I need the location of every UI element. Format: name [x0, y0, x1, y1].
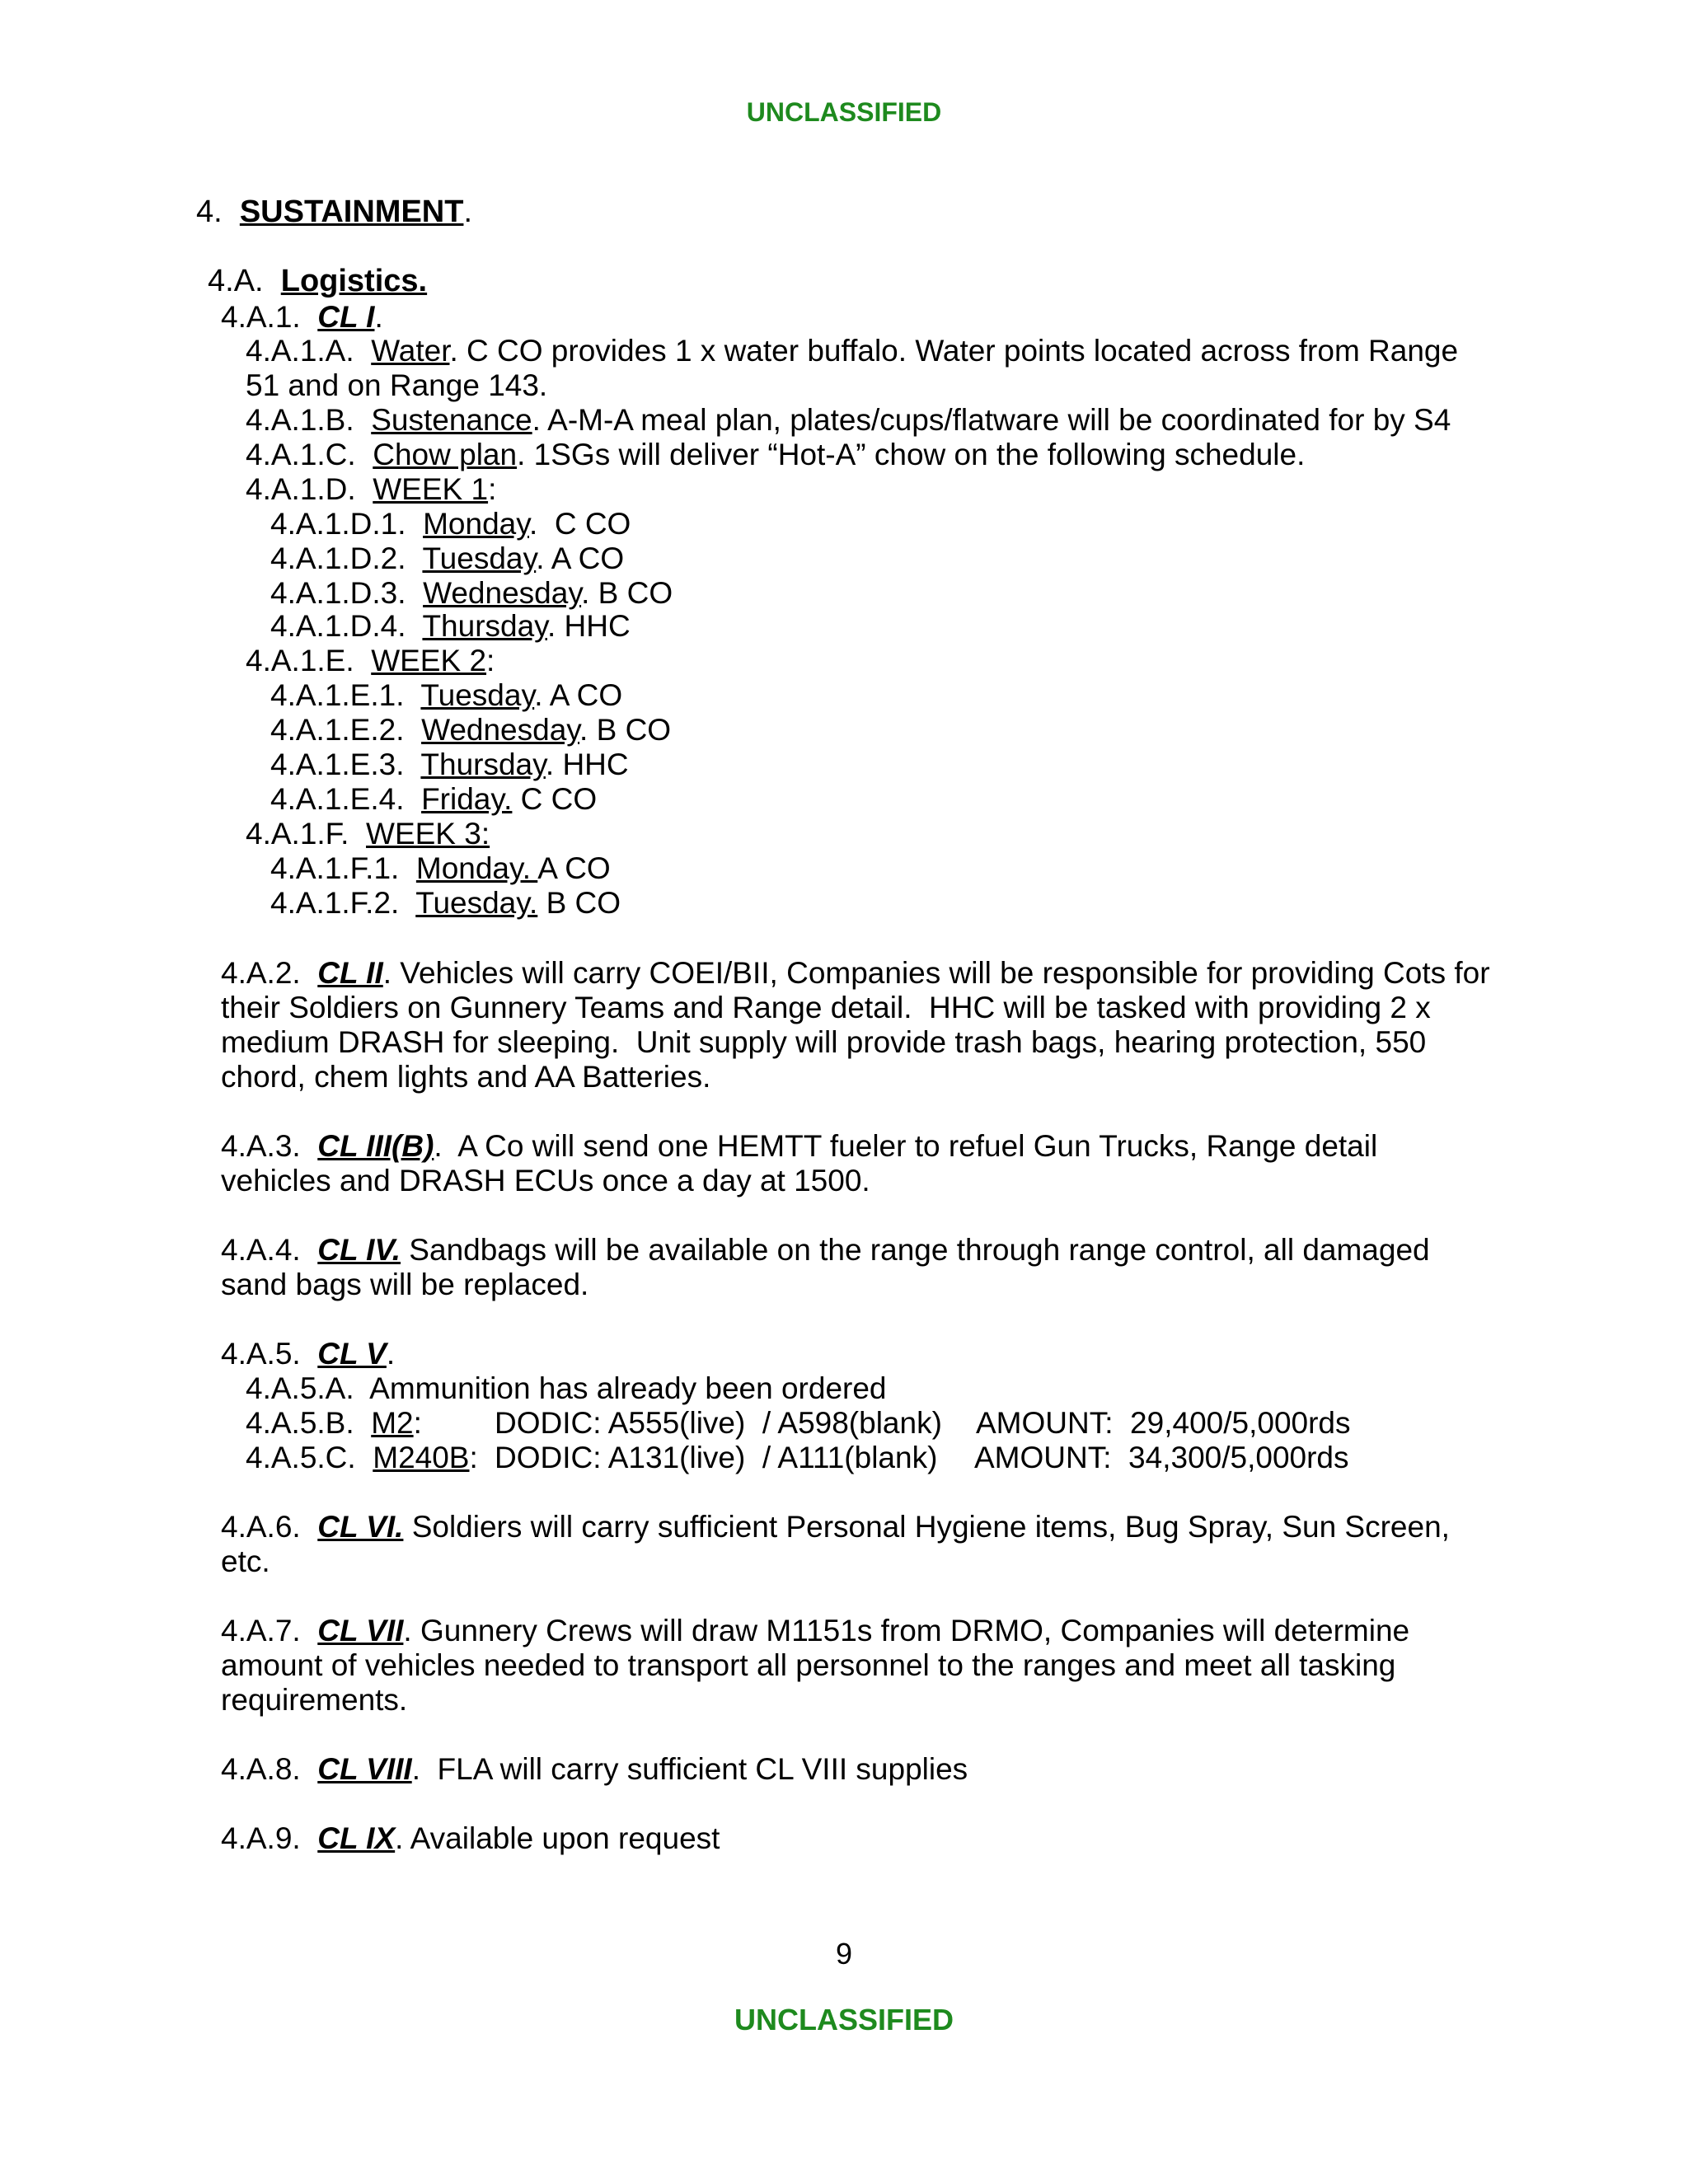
item-number: 4.A.1.D.3.: [270, 576, 406, 610]
water-paragraph: [246, 334, 1458, 368]
list-item: [270, 782, 597, 817]
water-number: 4.A.1.A.: [246, 334, 354, 368]
section-heading: [196, 194, 472, 229]
sustenance-number: 4.A.1.B.: [246, 403, 354, 437]
cl6-number: 4.A.6.: [221, 1510, 301, 1544]
chow-number: 4.A.1.C.: [246, 438, 356, 471]
week2-heading: [246, 644, 495, 678]
item-number: 4.A.1.D.2.: [270, 541, 406, 575]
section-title: SUSTAINMENT: [239, 194, 464, 229]
item-day: Friday.: [421, 782, 513, 816]
cl5-a-number: 4.A.5.A.: [246, 1371, 354, 1405]
cl5-c-dodic: DODIC: A131(live) / A111(blank): [495, 1441, 938, 1474]
chow-plan-paragraph: [246, 438, 1305, 472]
cl5-tail: .: [386, 1337, 396, 1371]
cl5-c-tail: :: [469, 1441, 478, 1474]
section-number: 4.: [196, 194, 223, 229]
sustenance-text: . A-M-A meal plan, plates/cups/flatware will be coordinated for by S4: [532, 403, 1451, 437]
cl3-title: CL III(B): [317, 1129, 434, 1163]
cl5-title: CL V: [317, 1337, 387, 1371]
cl2-title: CL II: [317, 956, 383, 990]
list-item: [270, 609, 631, 644]
cl6-title: CL VI.: [317, 1510, 404, 1544]
list-item: [270, 748, 629, 782]
cl3-text-line: vehicles and DRASH ECUs once a day at 1500.: [221, 1164, 870, 1197]
cl3-number: 4.A.3.: [221, 1129, 301, 1163]
cl3-text: . A Co will send one HEMTT fueler to refuel Gun Trucks, Range detail: [434, 1129, 1378, 1163]
cl4-paragraph: [221, 1233, 1430, 1268]
cl5-c-weapon: M240B: [373, 1441, 470, 1474]
cl8-number: 4.A.8.: [221, 1752, 301, 1786]
water-paragraph-cont: 51 and on Range 143.: [246, 368, 548, 402]
cl2-text-line: medium DRASH for sleeping. Unit supply will provide trash bags, hearing protection, 550: [221, 1025, 1427, 1059]
cl7-text-line: amount of vehicles needed to transport all personnel to the ranges and meet all tasking: [221, 1648, 1396, 1682]
item-day: Tuesday: [422, 541, 537, 575]
item-number: 4.A.1.D.1.: [270, 507, 406, 541]
cl1-tail: .: [374, 300, 383, 334]
list-item: [270, 886, 621, 921]
cl2-text-line: chord, chem lights and AA Batteries.: [221, 1060, 711, 1094]
week2-tail: :: [486, 644, 495, 677]
cl5-c-amount: AMOUNT: 34,300/5,000rds: [974, 1441, 1349, 1474]
sustenance-paragraph: [246, 403, 1451, 438]
item-unit: . C CO: [528, 507, 631, 541]
cl5-c-number: 4.A.5.C.: [246, 1441, 356, 1474]
cl6-text-line: etc.: [221, 1544, 270, 1578]
item-unit: . HHC: [545, 748, 629, 781]
cl5-b-tail: :: [413, 1406, 422, 1440]
item-unit: B CO: [537, 886, 621, 920]
cl5-item-c: [246, 1441, 478, 1475]
item-day: Monday: [423, 507, 529, 541]
week1-heading: [246, 472, 496, 507]
cl8-paragraph: [221, 1752, 968, 1787]
classification-marking-bottom: UNCLASSIFIED: [734, 2003, 954, 2036]
cl9-paragraph: [221, 1821, 720, 1856]
chow-label: Chow plan: [373, 438, 518, 471]
cl1-title: CL I: [317, 300, 375, 334]
cl8-title: CL VIII: [317, 1752, 412, 1786]
water-label: Water: [371, 334, 450, 368]
item-day: Thursday: [420, 748, 546, 781]
cl5-b-amount: AMOUNT: 29,400/5,000rds: [976, 1406, 1351, 1440]
item-day: Wednesday: [421, 713, 580, 747]
item-day: Wednesday: [423, 576, 582, 610]
cl5-item-a: [246, 1371, 887, 1406]
item-number: 4.A.1.E.2.: [270, 713, 405, 747]
cl8-text: . FLA will carry sufficient CL VIII supplies: [411, 1752, 968, 1786]
cl2-text: . Vehicles will carry COEI/BII, Companies will be responsible for providing Cots for: [382, 956, 1490, 990]
item-number: 4.A.1.F.1.: [270, 851, 400, 885]
item-day: Tuesday.: [415, 886, 538, 920]
cl4-text: Sandbags will be available on the range through range control, all damaged: [401, 1233, 1430, 1267]
cl3-paragraph: [221, 1129, 1377, 1164]
cl7-title: CL VII: [317, 1614, 404, 1647]
cl5-item-b: [246, 1406, 422, 1441]
subsection-title: Logistics.: [280, 264, 428, 298]
week2-number: 4.A.1.E.: [246, 644, 354, 677]
cl5-b-weapon: M2: [371, 1406, 414, 1440]
cl6-paragraph: [221, 1510, 1450, 1544]
list-item: [270, 507, 631, 541]
item-day: Monday.: [415, 851, 538, 885]
cl7-text: . Gunnery Crews will draw M1151s from DRMO, Companies will determine: [403, 1614, 1410, 1647]
water-text: . C CO provides 1 x water buffalo. Water points located across from Range: [449, 334, 1459, 368]
cl7-paragraph: [221, 1614, 1409, 1648]
item-number: 4.A.1.D.4.: [270, 609, 406, 643]
week1-tail: :: [488, 472, 497, 506]
list-item: [270, 541, 624, 576]
item-unit: A CO: [537, 851, 611, 885]
cl4-number: 4.A.4.: [221, 1233, 301, 1267]
item-day: Thursday: [422, 609, 547, 643]
cl5-number: 4.A.5.: [221, 1337, 301, 1371]
section-title-tail: .: [463, 194, 473, 229]
cl5-b-dodic: DODIC: A555(live) / A598(blank): [495, 1406, 942, 1440]
week3-label: WEEK 3:: [366, 817, 490, 851]
cl2-text-line: their Soldiers on Gunnery Teams and Range detail. HHC will be tasked with providing 2 x: [221, 991, 1431, 1024]
week3-number: 4.A.1.F.: [246, 817, 349, 851]
list-item: [270, 678, 622, 713]
page-number: 9: [835, 1937, 853, 1971]
week2-label: WEEK 2: [371, 644, 487, 677]
cl2-paragraph: [221, 956, 1490, 991]
cl7-text-line: requirements.: [221, 1683, 408, 1717]
week3-heading: [246, 817, 490, 851]
item-number: 4.A.1.E.3.: [270, 748, 405, 781]
item-unit: C CO: [512, 782, 598, 816]
item-unit: . B CO: [579, 713, 672, 747]
cl6-text: Soldiers will carry sufficient Personal Hygiene items, Bug Spray, Sun Screen,: [403, 1510, 1450, 1544]
item-number: 4.A.1.F.2.: [270, 886, 400, 920]
list-item: [270, 851, 611, 886]
cl2-number: 4.A.2.: [221, 956, 301, 990]
cl5-heading: [221, 1337, 395, 1371]
item-unit: . HHC: [546, 609, 631, 643]
chow-text: . 1SGs will deliver “Hot-A” chow on the following schedule.: [517, 438, 1306, 471]
cl1-heading: [221, 300, 383, 335]
week1-number: 4.A.1.D.: [246, 472, 356, 506]
week1-label: WEEK 1: [373, 472, 489, 506]
cl7-number: 4.A.7.: [221, 1614, 301, 1647]
cl9-text: . Available upon request: [395, 1821, 720, 1855]
sustenance-label: Sustenance: [371, 403, 532, 437]
cl1-number: 4.A.1.: [221, 300, 301, 334]
cl4-title: CL IV.: [317, 1233, 401, 1267]
item-number: 4.A.1.E.1.: [270, 678, 405, 712]
list-item: [270, 576, 673, 611]
item-unit: . A CO: [534, 678, 623, 712]
cl9-title: CL IX: [317, 1821, 396, 1855]
item-unit: . A CO: [536, 541, 625, 575]
cl4-text-line: sand bags will be replaced.: [221, 1268, 589, 1301]
classification-marking-top: UNCLASSIFIED: [746, 97, 942, 127]
cl5-a-text: Ammunition has already been ordered: [369, 1371, 887, 1405]
item-day: Tuesday: [420, 678, 535, 712]
item-number: 4.A.1.E.4.: [270, 782, 405, 816]
cl9-number: 4.A.9.: [221, 1821, 301, 1855]
cl5-b-number: 4.A.5.B.: [246, 1406, 354, 1440]
subsection-heading: [208, 264, 427, 298]
list-item: [270, 713, 671, 748]
item-unit: . B CO: [581, 576, 673, 610]
subsection-number: 4.A.: [208, 264, 264, 298]
